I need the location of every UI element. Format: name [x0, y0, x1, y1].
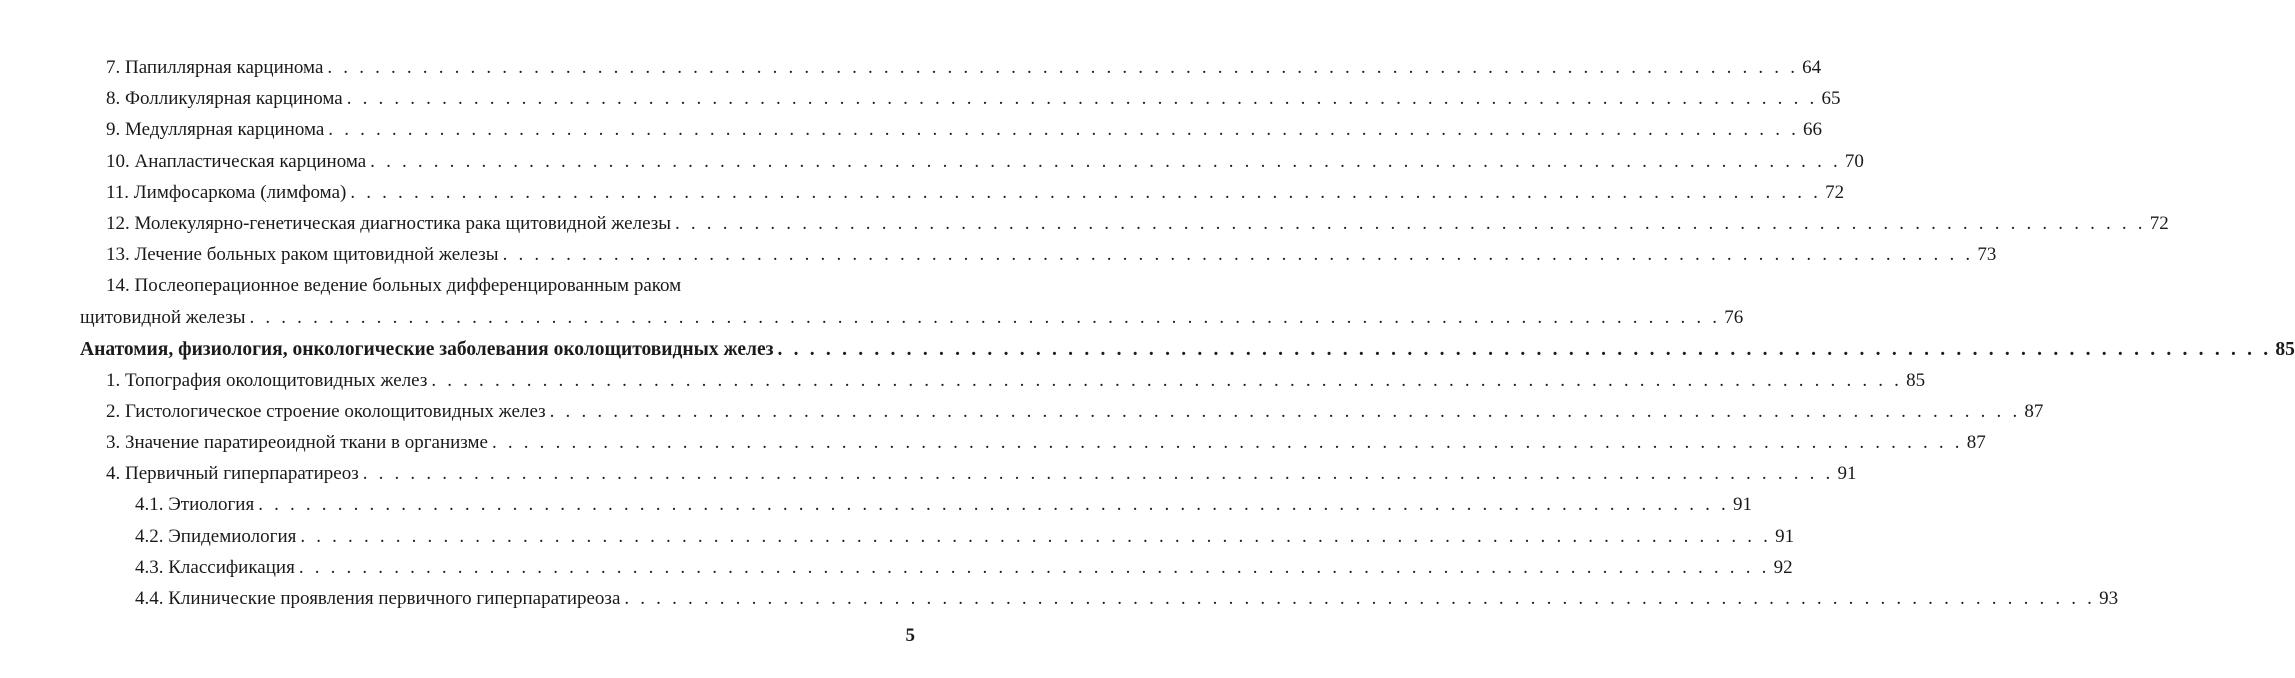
toc-entry-title: 2. Гистологическое строение околощитовидных желез — [106, 400, 546, 422]
toc-entry-title: Анатомия, физиология, онкологические заболевания околощитовидных желез — [80, 338, 774, 360]
toc-entry — [80, 57, 1822, 79]
toc-entry-title: 14. Послеоперационное ведение больных дифференцированным раком — [106, 275, 682, 297]
dot-leader: . . . . . . . . . . . . . . . . . . . . . . . . . . . . . . . . . . . . . . . . . . . . . . . . . . . . . . . . . . . . . . . . . . . . . . . . . . . . . . . . . . . . . . . . . . . . . — [502, 244, 1974, 266]
toc-entry-title: 9. Медуллярная карцинома — [106, 119, 325, 141]
toc-entry-page: 64 — [1802, 57, 1822, 78]
toc-entry-title: 13. Лечение больных раком щитовидной железы — [106, 244, 499, 266]
dot-leader: . . . . . . . . . . . . . . . . . . . . . . . . . . . . . . . . . . . . . . . . . . . . . . . . . . . . . . . . . . . . . . . . . . . . . . . . . . . . . . . . . . . . . . . . . . . . . — [298, 556, 1770, 578]
toc-entry — [80, 244, 1997, 266]
dot-leader: . . . . . . . . . . . . . . . . . . . . . . . . . . . . . . . . . . . . . . . . . . . . . . . . . . . . . . . . . . . . . . . . . . . . . . . . . . . . . . . . . . . . . . . . . . . . . — [362, 463, 1834, 485]
toc-entry-page: 76 — [1724, 307, 1744, 329]
dot-leader: . . . . . . . . . . . . . . . . . . . . . . . . . . . . . . . . . . . . . . . . . . . . . . . . . . . . . . . . . . . . . . . . . . . . . . . . . . . . . . . . . . . . . . . . . . . . . — [346, 88, 1818, 110]
toc-subentry — [80, 525, 1795, 548]
toc-entry-title: 4.2. Эпидемиология — [135, 525, 297, 547]
dot-leader: . . . . . . . . . . . . . . . . . . . . . . . . . . . . . . . . . . . . . . . . . . . . . . . . . . . . . . . . . . . . . . . . . . . . . . . . . . . . . . . . . . . . . . . . . . . . . — [350, 181, 1822, 203]
dot-leader: . . . . . . . . . . . . . . . . . . . . . . . . . . . . . . . . . . . . . . . . . . . . . . . . . . . . . . . . . . . . . . . . . . . . . . . . . . . . . . . . . . . . . . . . . . . . . — [549, 400, 2021, 422]
toc-entry — [80, 463, 1857, 485]
toc-entry-title: 10. Анапластическая карцинома — [106, 150, 367, 172]
toc-subentry — [80, 556, 1793, 579]
toc-subentry — [80, 494, 1752, 516]
toc-entry-title: 12. Молекулярно-генетическая диагностика рака щитовидной железы — [106, 212, 671, 234]
toc-entry-title: 4.1. Этиология — [135, 494, 255, 516]
toc-entry-page: 65 — [1821, 88, 1841, 110]
dot-leader: . . . . . . . . . . . . . . . . . . . . . . . . . . . . . . . . . . . . . . . . . . . . . . . . . . . . . . . . . . . . . . . . . . . . . . . . . . . . . . . . . . . . . . . . . . . . . — [777, 338, 2272, 360]
toc-entry-page: 93 — [2099, 588, 2119, 609]
toc-entry-page: 66 — [1803, 119, 1823, 141]
toc-section-heading — [80, 338, 2295, 361]
toc-entry — [80, 119, 1823, 141]
toc-entry — [80, 150, 1864, 173]
toc-entry-page: 72 — [1825, 181, 1845, 203]
toc-entry-page: 70 — [1844, 150, 1864, 172]
toc-entry-page: 92 — [1773, 556, 1793, 578]
dot-leader: . . . . . . . . . . . . . . . . . . . . . . . . . . . . . . . . . . . . . . . . . . . . . . . . . . . . . . . . . . . . . . . . . . . . . . . . . . . . . . . . . . . . . . . . . . . . . — [328, 119, 1800, 141]
dot-leader: . . . . . . . . . . . . . . . . . . . . . . . . . . . . . . . . . . . . . . . . . . . . . . . . . . . . . . . . . . . . . . . . . . . . . . . . . . . . . . . . . . . . . . . . . . . . . — [624, 588, 2096, 609]
toc-entry-page: 73 — [1977, 244, 1997, 266]
toc-entry-title: 8. Фолликулярная карцинома — [106, 88, 343, 110]
toc-entry-page: 87 — [1966, 432, 1986, 454]
toc-entry-page: 85 — [1906, 369, 1926, 391]
toc-entry — [80, 400, 2044, 423]
toc-entry-title: 11. Лимфосаркома (лимфома) — [106, 181, 347, 203]
toc-entry-title: 3. Значение паратиреоидной ткани в организме — [106, 432, 488, 454]
toc-entry — [80, 369, 1926, 392]
toc-entry — [80, 88, 1841, 110]
toc-entry — [80, 212, 2169, 235]
dot-leader: . . . . . . . . . . . . . . . . . . . . . . . . . . . . . . . . . . . . . . . . . . . . . . . . . . . . . . . . . . . . . . . . . . . . . . . . . . . . . . . . . . . . . . . . . . . . . — [249, 307, 1721, 329]
toc-entry-page: 91 — [1732, 494, 1752, 516]
table-of-contents — [80, 57, 2295, 619]
dot-leader: . . . . . . . . . . . . . . . . . . . . . . . . . . . . . . . . . . . . . . . . . . . . . . . . . . . . . . . . . . . . . . . . . . . . . . . . . . . . . . . . . . . . . . . . . . . . . — [370, 150, 1841, 172]
toc-entry-title: 4.3. Классификация — [135, 556, 295, 578]
toc-entry-title: 4.4. Клинические проявления первичного гиперпаратиреоза — [135, 588, 621, 609]
toc-entry-continuation — [80, 307, 1744, 329]
dot-leader: . . . . . . . . . . . . . . . . . . . . . . . . . . . . . . . . . . . . . . . . . . . . . . . . . . . . . . . . . . . . . . . . . . . . . . . . . . . . . . . . . . . . . . . . . . . . . — [327, 57, 1799, 78]
page-number: 5 — [905, 625, 915, 646]
toc-entry — [80, 432, 1986, 454]
toc-entry-page: 72 — [2149, 212, 2169, 234]
toc-entry-page: 91 — [1775, 525, 1795, 547]
toc-subentry — [80, 588, 2119, 610]
toc-entry — [80, 275, 1744, 329]
dot-leader: . . . . . . . . . . . . . . . . . . . . . . . . . . . . . . . . . . . . . . . . . . . . . . . . . . . . . . . . . . . . . . . . . . . . . . . . . . . . . . . . . . . . . . . . . . . . . — [491, 432, 1963, 454]
dot-leader: . . . . . . . . . . . . . . . . . . . . . . . . . . . . . . . . . . . . . . . . . . . . . . . . . . . . . . . . . . . . . . . . . . . . . . . . . . . . . . . . . . . . . . . . . . . . . — [258, 494, 1729, 516]
toc-entry-title-continued: щитовидной железы — [80, 307, 246, 329]
dot-leader: . . . . . . . . . . . . . . . . . . . . . . . . . . . . . . . . . . . . . . . . . . . . . . . . . . . . . . . . . . . . . . . . . . . . . . . . . . . . . . . . . . . . . . . . . . . . . — [431, 369, 1903, 391]
dot-leader: . . . . . . . . . . . . . . . . . . . . . . . . . . . . . . . . . . . . . . . . . . . . . . . . . . . . . . . . . . . . . . . . . . . . . . . . . . . . . . . . . . . . . . . . . . . . . — [675, 212, 2146, 234]
toc-entry-page: 91 — [1837, 463, 1857, 485]
toc-entry-title: 4. Первичный гиперпаратиреоз — [106, 463, 359, 485]
toc-entry-page: 85 — [2275, 338, 2295, 360]
dot-leader: . . . . . . . . . . . . . . . . . . . . . . . . . . . . . . . . . . . . . . . . . . . . . . . . . . . . . . . . . . . . . . . . . . . . . . . . . . . . . . . . . . . . . . . . . . . . . — [300, 525, 1772, 547]
toc-entry-page: 87 — [2024, 400, 2044, 422]
toc-entry — [80, 181, 1845, 204]
toc-entry-title: 7. Папиллярная карцинома — [106, 57, 324, 78]
toc-entry-title: 1. Топография околощитовидных желез — [106, 369, 428, 391]
